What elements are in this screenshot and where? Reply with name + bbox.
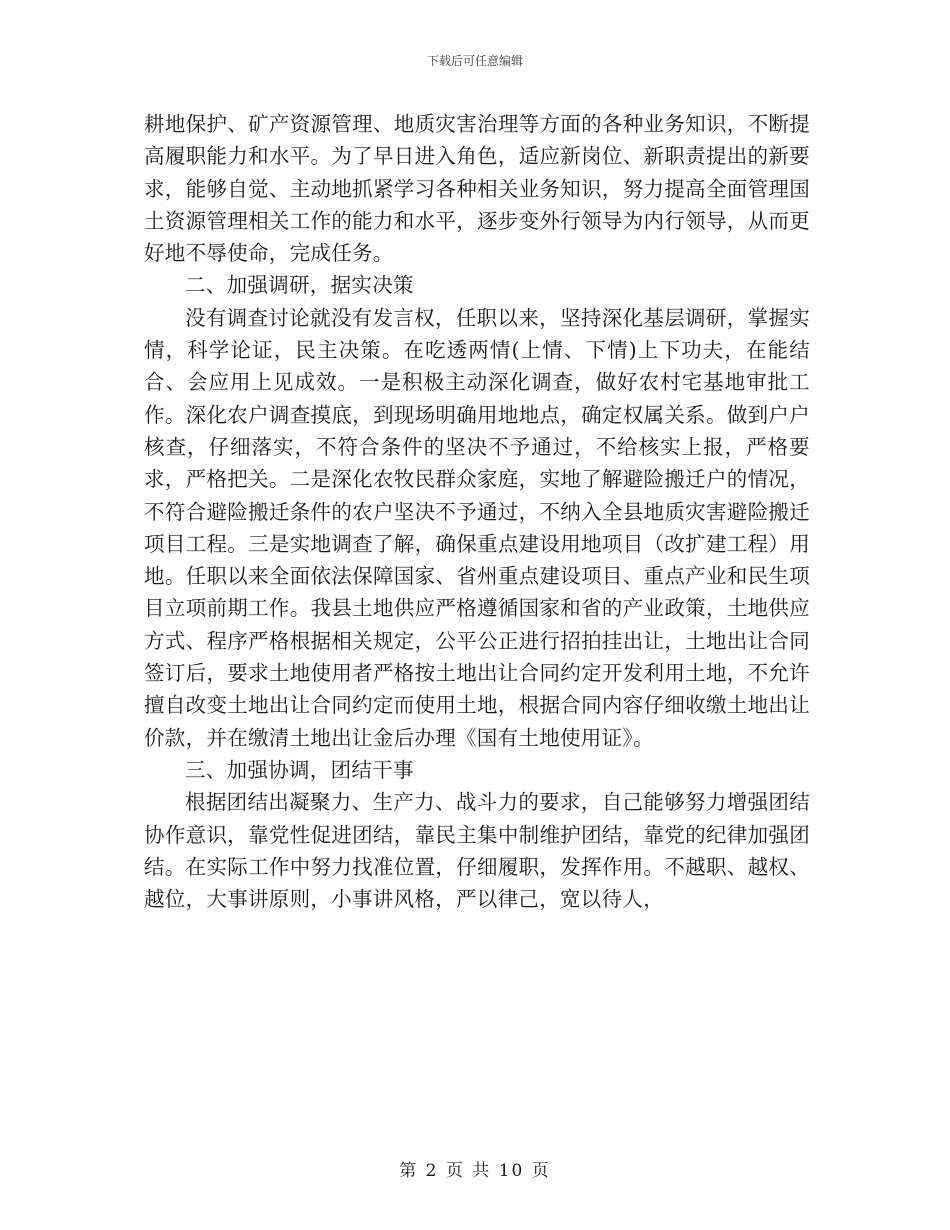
paragraph-unity: 根据团结出凝聚力、生产力、战斗力的要求，自己能够努力增强团结协作意识，靠党性促进团结，靠民主集中制维护团结，靠党的纪律加强团结。在实际工作中努力找准位置，仔细履职，发挥作用。不越职、越权、越位，大事讲原则，小事讲风格，严以律己，宽以待人， <box>144 790 810 912</box>
page-number: 第 2 页 共 10 页 <box>399 1161 551 1181</box>
document-body <box>144 108 810 915</box>
section-heading-3: 三、加强协调，团结干事 <box>185 757 414 782</box>
paragraph-research: 没有调查讨论就没有发言权，任职以来，坚持深化基层调研，掌握实情，科学论证，民主决策。在吃透两情(上情、下情)上下功夫，在能结合、会应用上见成效。一是积极主动深化调查，做好农村宅基地审批工作。深化农户调查摸底，到现场明确用地地点，确定权属关系。做到户户核查，仔细落实，不符合条件的坚决不予通过，不给核实上报，严格要求，严格把关。二是深化农牧民群众家庭，实地了解避险搬迁户的情况，不符合避险搬迁条件的农户坚决不予通过，不纳入全县地质灾害避险搬迁项目工程。三是实地调查了解，确保重点建设用地项目（改扩建工程）用地。任职以来全面依法保障国家、省州重点建设项目、重点产业和民生项目立项前期工作。我县土地供应严格遵循国家和省的产业政策，土地供应方式、程序严格根据相关规定，公平公正进行招拍挂出让，土地出让合同签订后，要求土地使用者严格按土地出让合同约定开发利用土地，不允许擅自改变土地出让合同约定而使用土地，根据合同内容仔细收缴土地出让价款，并在缴清土地出让金后办理《国有土地使用证》。 <box>144 305 810 750</box>
page-header: 下载后可任意编辑 <box>426 54 523 68</box>
paragraph-continuation: 耕地保护、矿产资源管理、地质灾害治理等方面的各种业务知识，不断提高履职能力和水平。为了早日进入角色，适应新岗位、新职责提出的新要求，能够自觉、主动地抓紧学习各种相关业务知识，努力提高全面管理国土资源管理相关工作的能力和水平，逐步变外行领导为内行领导，从而更好地不辱使命，完成任务。 <box>144 112 810 266</box>
section-heading-2: 二、加强调研，据实决策 <box>185 273 414 298</box>
